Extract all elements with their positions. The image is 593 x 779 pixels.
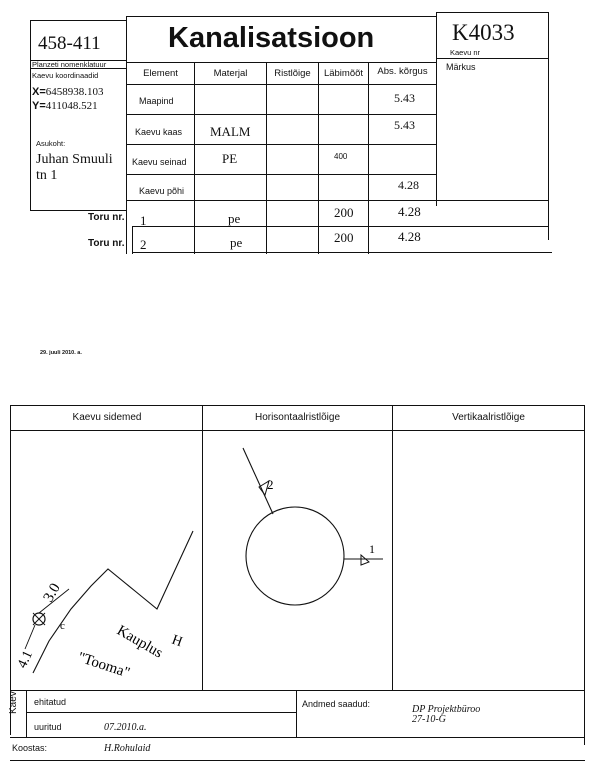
col-header-markus: Märkus — [446, 62, 476, 72]
arrow-icon — [361, 555, 369, 565]
uuritud-value: 07.2010.a. — [104, 722, 147, 733]
pipe-nr: 2 — [140, 237, 147, 252]
location-label: Asukoht: — [36, 139, 66, 148]
kaevu-label: Kaevu nr — [450, 48, 481, 57]
row-materjal: MALM — [210, 124, 251, 139]
pipe-korgus: 4.28 — [398, 229, 421, 244]
location-line1: Juhan Smuuli — [36, 152, 113, 167]
kaev-label: Kaev — [8, 691, 19, 714]
row-element: Kaevu seinad — [132, 157, 187, 167]
planzeti-label: Planzeti nomenklatuur — [32, 60, 107, 69]
coords-label: Kaevu koordinaadid — [32, 71, 99, 80]
koostas-label: Koostas: — [12, 743, 48, 753]
col-header-element: Element — [143, 68, 178, 79]
pipe-label-2: 2 — [267, 477, 274, 492]
row-labimoot: 400 — [334, 152, 348, 161]
row-korgus: 4.28 — [398, 178, 419, 192]
col-header-materjal: Materjal — [213, 68, 248, 79]
pipe-label: Toru nr. — [88, 238, 125, 249]
hand-dist-2: 4.1 — [15, 648, 37, 671]
pipe-materjal: pe — [228, 211, 241, 226]
horisontaal-sketch — [203, 431, 392, 690]
andmed-line2: 27-10-G — [412, 714, 446, 725]
row-korgus: 5.43 — [394, 118, 415, 132]
koostas-value: H.Rohulaid — [104, 743, 151, 754]
pipe-nr: 1 — [140, 213, 147, 228]
hand-dist-1: 3.0 — [40, 580, 64, 605]
location-line2: tn 1 — [36, 168, 58, 183]
pipe-label-1: 1 — [369, 542, 375, 556]
page-title: Kanalisatsioon — [168, 22, 375, 54]
hand-shop: "Tooma" — [75, 649, 132, 682]
row-materjal: PE — [222, 151, 238, 166]
col-header-korgus: Abs. kõrgus — [377, 66, 428, 77]
row-korgus: 5.43 — [394, 91, 415, 105]
hand-c: c — [60, 620, 65, 632]
andmed-label: Andmed saadud: — [302, 699, 371, 709]
kaevu-number: K4033 — [452, 20, 515, 45]
panel-title-sidemed: Kaevu sidemed — [72, 412, 142, 423]
coord-x: X=6458938.103 — [32, 86, 104, 98]
uuritud-label: uuritud — [34, 722, 62, 732]
hand-h: H — [169, 632, 185, 651]
pipe-labimoot: 200 — [334, 230, 354, 245]
panel-title-horisontaal: Horisontaalristlõige — [254, 412, 341, 423]
coord-y: Y=411048.521 — [32, 100, 98, 112]
well-circle-icon — [246, 507, 344, 605]
row-element: Kaevu põhi — [139, 186, 185, 196]
andmed-line1: DP Projektbüroo — [412, 704, 481, 715]
pipe-labimoot: 200 — [334, 205, 354, 220]
col-header-labimoot: Läbimõõt — [323, 68, 364, 79]
pipe-korgus: 4.28 — [398, 204, 421, 219]
col-header-ristloige: Ristlõige — [274, 68, 311, 79]
planzeti-number: 458-411 — [38, 33, 101, 54]
ehitatud-label: ehitatud — [34, 697, 67, 707]
panel-title-vertikaal: Vertikaalristlõige — [452, 412, 525, 423]
pipe-materjal: pe — [230, 235, 243, 250]
row-element: Maapind — [139, 96, 174, 106]
pipe-label: Toru nr. — [88, 212, 125, 223]
row-element: Kaevu kaas — [135, 127, 183, 137]
hand-street: Kauplus — [114, 622, 166, 662]
sidemed-sketch — [11, 431, 202, 690]
date-note: 29. juuli 2010. a. — [40, 350, 82, 356]
